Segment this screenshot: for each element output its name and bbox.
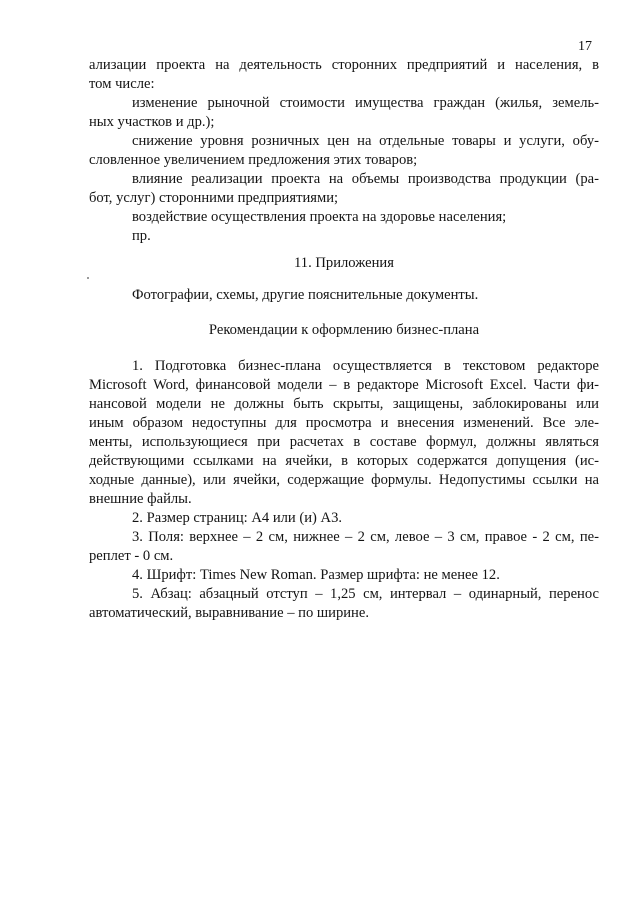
text-line: воздействие осуществления проекта на здоровье населения; xyxy=(132,209,507,225)
text-line: иным образом недоступны для просмотра и внесения изменений. Все эле- xyxy=(89,415,599,431)
text-line: 3. Поля: верхнее – 2 см, нижнее – 2 см, левое – 3 см, правое - 2 см, пе- xyxy=(132,529,599,545)
text-line: пр. xyxy=(132,228,151,244)
text-line: нансовой модели не должны быть скрыты, защищены, заблокированы или xyxy=(89,396,599,412)
text-line: 4. Шрифт: Times New Roman. Размер шрифта: не менее 12. xyxy=(132,567,500,583)
text-line: 2. Размер страниц: А4 или (и) А3. xyxy=(132,510,343,526)
section-heading-appendix: 11. Приложения xyxy=(294,255,394,271)
text-line: внешние файлы. xyxy=(89,491,192,507)
text-line: реплет - 0 см. xyxy=(89,548,174,564)
appendix-text: Фотографии, схемы, другие пояснительные документы. xyxy=(132,287,479,303)
text-line: ных участков и др.); xyxy=(89,114,215,130)
text-line: менты, использующиеся при расчетах в составе формул, должны являться xyxy=(89,434,599,450)
text-line: ализации проекта на деятельность сторонних предприятий и населения, в xyxy=(89,57,599,73)
text-line: 1. Подготовка бизнес-плана осуществляется в текстовом редакторе xyxy=(132,358,599,374)
text-line: автоматический, выравнивание – по ширине. xyxy=(89,605,369,621)
text-line: влияние реализации проекта на объемы производства продукции (ра- xyxy=(132,171,599,187)
text-line: снижение уровня розничных цен на отдельные товары и услуги, обу- xyxy=(132,133,599,149)
page-number: 17 xyxy=(578,39,592,54)
text-line: бот, услуг) сторонними предприятиями; xyxy=(89,190,339,206)
text-line: изменение рыночной стоимости имущества граждан (жилья, земель- xyxy=(132,95,599,111)
text-line: ходные данные), или ячейки, содержащие формулы. Недопустимы ссылки на xyxy=(89,472,599,488)
scan-artifact xyxy=(87,277,89,279)
section-heading-recommendations: Рекомендации к оформлению бизнес-плана xyxy=(208,322,480,338)
text-line: Microsoft Word, финансовой модели – в редакторе Microsoft Excel. Части фи- xyxy=(89,377,599,393)
text-line: 5. Абзац: абзацный отступ – 1,25 см, интервал – одинарный, перенос xyxy=(132,586,599,602)
text-line: том числе: xyxy=(89,76,155,92)
text-line: действующими ссылками на ячейки, в которых содержатся допущения (ис- xyxy=(89,453,599,469)
text-line: словленное увеличением предложения этих товаров; xyxy=(89,152,418,168)
